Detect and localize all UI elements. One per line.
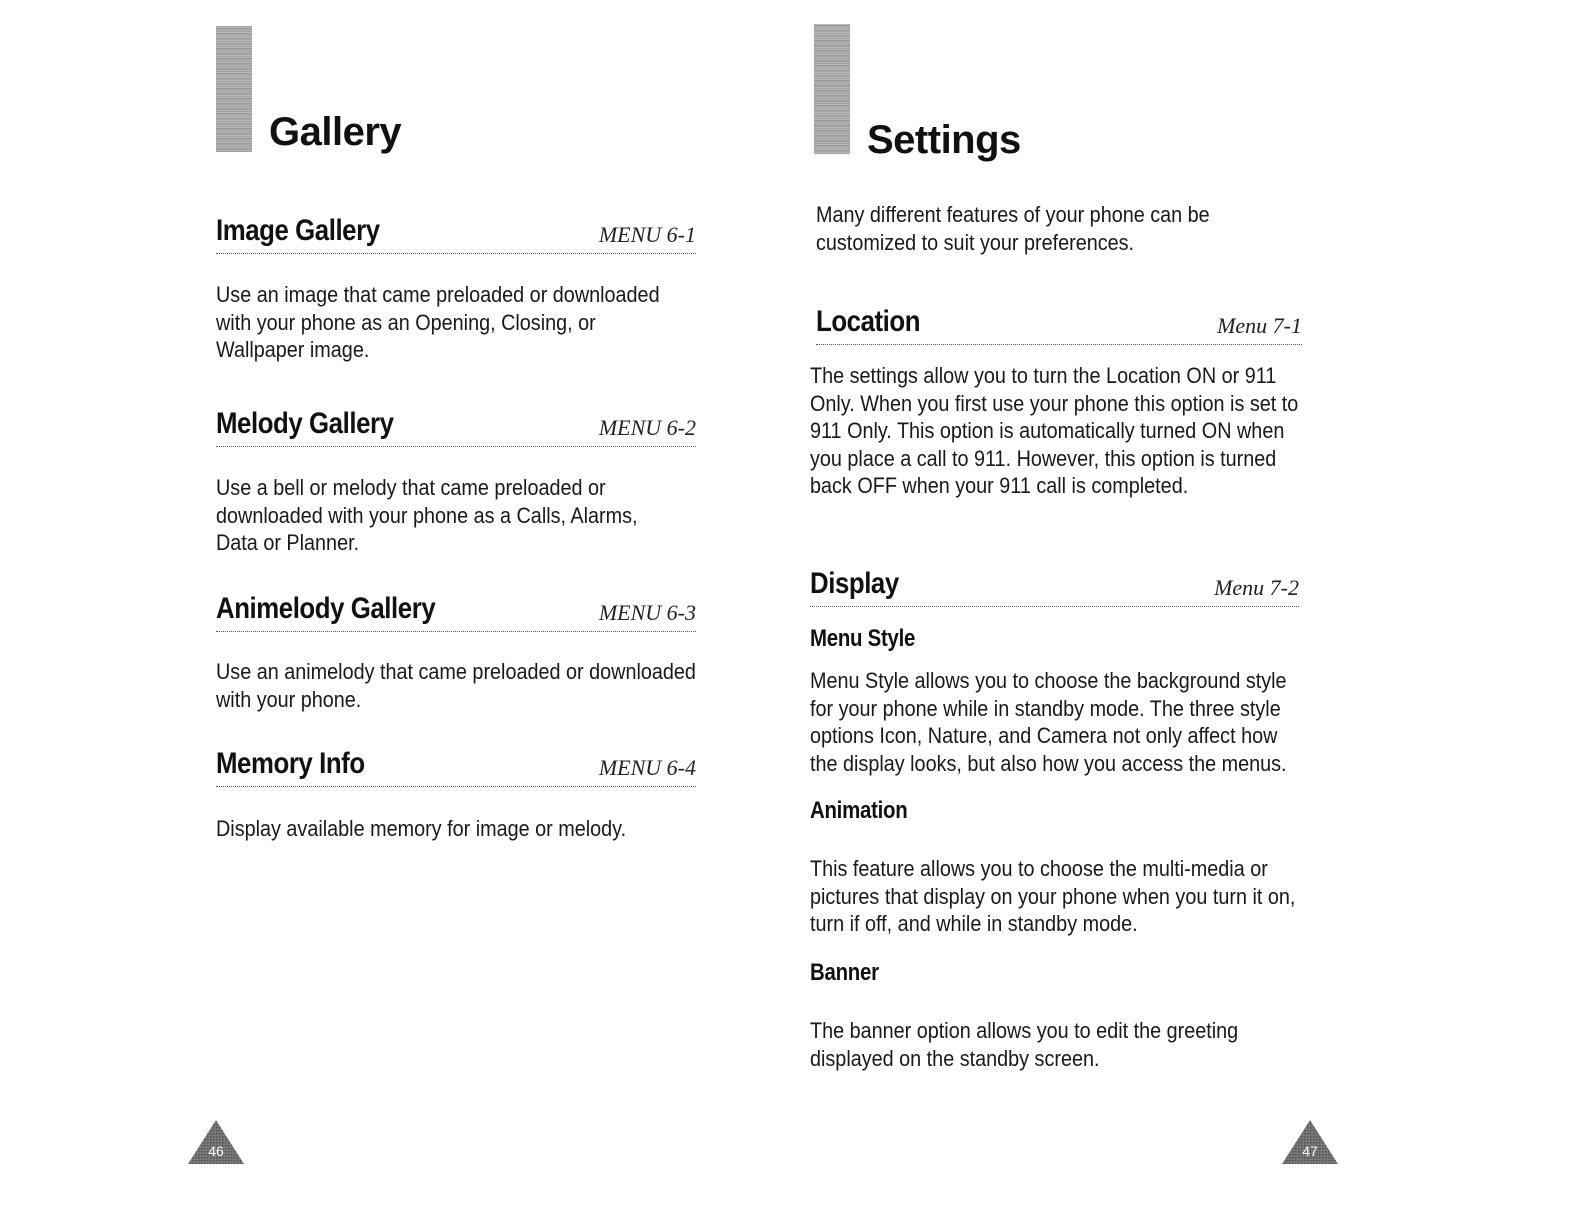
menu-reference: MENU 6-4 bbox=[598, 755, 696, 780]
section-divider bbox=[816, 344, 1302, 345]
menu-reference: Menu 7-1 bbox=[1217, 313, 1302, 338]
subsection-title-banner: Banner bbox=[810, 959, 879, 986]
chapter-title-gallery: Gallery bbox=[269, 110, 402, 154]
subsection-title-menu-style: Menu Style bbox=[810, 625, 916, 652]
chapter-marker-bar bbox=[216, 26, 252, 152]
section-body: Use an animelody that came preloaded or downloaded with your phone. bbox=[216, 659, 696, 712]
page-number: 47 bbox=[1302, 1143, 1318, 1159]
section-header-melody-gallery bbox=[216, 407, 696, 447]
chapter-marker-bar bbox=[814, 24, 850, 154]
menu-reference: Menu 7-2 bbox=[1214, 575, 1299, 600]
section-body: Use a bell or melody that came preloaded or downloaded with your phone as a Calls, Alarms, Data or Planner. bbox=[216, 475, 638, 555]
chapter-title-settings: Settings bbox=[867, 118, 1021, 162]
section-title: Location bbox=[816, 305, 921, 338]
section-body: Use an image that came preloaded or downloaded with your phone as an Opening, Closing, or Wallpaper image. bbox=[216, 282, 660, 362]
section-title: Melody Gallery bbox=[216, 407, 394, 440]
section-title: Image Gallery bbox=[216, 214, 380, 247]
subsection-body: This feature allows you to choose the multi-media or pictures that display on your phone when you turn it on, turn if off, and while in standby mode. bbox=[810, 856, 1296, 936]
section-title: Display bbox=[810, 567, 899, 600]
subsection-body: Menu Style allows you to choose the background style for your phone while in standby mode. The three style options Icon, Nature, and Camera not only affect how the display looks, but also how you access the menus. bbox=[810, 668, 1287, 776]
section-title: Memory Info bbox=[216, 747, 365, 780]
location-body: The settings allow you to turn the Location ON or 911 Only. When you first use your phone this option is set to 911 Only. This option is automatically turned ON when you place a call to 911. However, this option is turned back OFF when your 911 call is completed. bbox=[810, 363, 1299, 498]
right-page bbox=[789, 0, 1578, 1221]
section-divider bbox=[216, 446, 696, 447]
section-title: Animelody Gallery bbox=[216, 592, 436, 625]
menu-reference: MENU 6-2 bbox=[598, 415, 696, 440]
page-number-badge bbox=[186, 1118, 246, 1166]
section-divider bbox=[216, 253, 696, 254]
page-number-badge bbox=[1280, 1118, 1340, 1166]
settings-intro: Many different features of your phone can be customized to suit your preferences. bbox=[816, 202, 1210, 255]
section-divider bbox=[216, 631, 696, 632]
section-header-display bbox=[810, 567, 1299, 607]
menu-reference: MENU 6-3 bbox=[598, 600, 696, 625]
section-divider bbox=[810, 606, 1299, 607]
section-header-location bbox=[816, 305, 1302, 345]
menu-reference: MENU 6-1 bbox=[598, 222, 696, 247]
section-body: Display available memory for image or melody. bbox=[216, 816, 627, 841]
section-divider bbox=[216, 786, 696, 787]
section-header-memory-info bbox=[216, 747, 696, 787]
page-number: 46 bbox=[208, 1143, 224, 1159]
subsection-body: The banner option allows you to edit the greeting displayed on the standby screen. bbox=[810, 1018, 1239, 1071]
section-header-image-gallery bbox=[216, 214, 696, 254]
section-header-animelody-gallery bbox=[216, 592, 696, 632]
subsection-title-animation: Animation bbox=[810, 797, 908, 824]
